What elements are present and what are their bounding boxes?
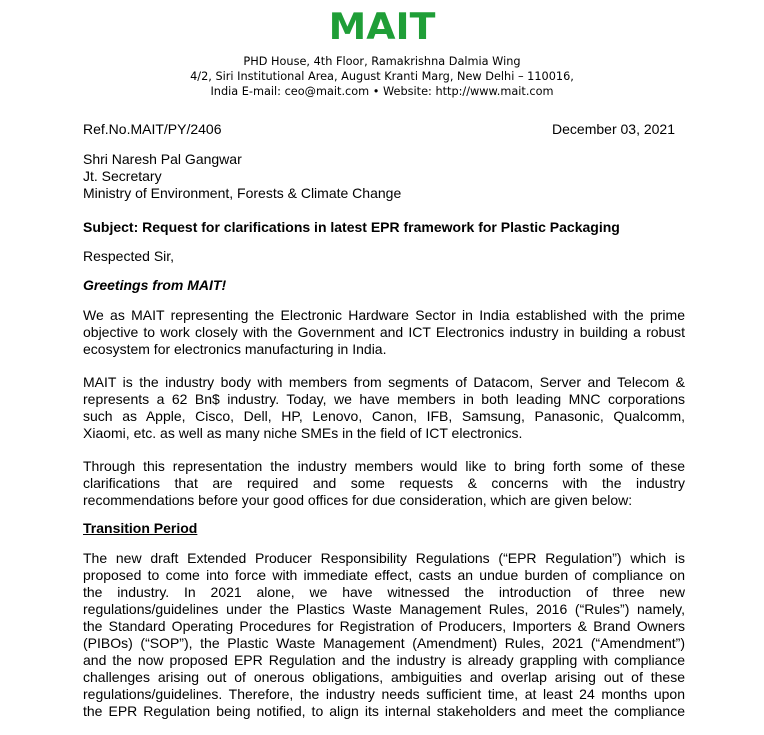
- paragraph-line: challenges arising out of onerous obligations, ambiguities and overlap arising out of these: [83, 669, 685, 685]
- paragraph-line: MAIT is the industry body with members from segments of Datacom, Server and Telecom &: [83, 374, 685, 390]
- mait-logo: MAIT: [328, 6, 436, 49]
- paragraph-line: the EPR Regulation being notified, to align its internal stakeholders and meet the compliance: [83, 703, 685, 719]
- section-heading-transition-period: Transition Period: [83, 520, 198, 536]
- paragraph-line: represents a 62 Bn$ industry. Today, we have members in both leading MNC corporations: [83, 391, 685, 407]
- paragraph-line: Through this representation the industry members would like to bring forth some of these: [83, 458, 685, 474]
- greeting: Greetings from MAIT!: [83, 277, 227, 293]
- paragraph-line: objective to work closely with the Government and ICT Electronics industry in building a robust: [83, 324, 685, 340]
- subject-line: Subject: Request for clarifications in latest EPR framework for Plastic Packaging: [83, 219, 620, 235]
- recipient-title: Jt. Secretary: [83, 168, 162, 184]
- paragraph-transition: [83, 550, 685, 720]
- paragraph-intro: [83, 307, 685, 358]
- paragraph-representation: [83, 458, 685, 509]
- reference-number: Ref.No.MAIT/PY/2406: [83, 121, 222, 137]
- paragraph-line: proposed to come into force with immediate effect, casts an undue burden of compliance on: [83, 567, 685, 583]
- paragraph-line: regulations/guidelines. Therefore, the industry needs sufficient time, at least 24 months upon: [83, 686, 685, 702]
- paragraph-line: We as MAIT representing the Electronic Hardware Sector in India established with the prime: [83, 307, 685, 323]
- paragraph-line: the industry. In 2021 alone, we have witnessed the introduction of three new: [83, 584, 685, 600]
- paragraph-line: ecosystem for electronics manufacturing in India.: [83, 341, 387, 357]
- recipient-block: [83, 151, 401, 202]
- letterhead-address: [0, 54, 764, 99]
- paragraph-line: Xiaomi, etc. as well as many niche SMEs in the field of ICT electronics.: [83, 425, 523, 441]
- paragraph-line: recommendations before your good offices for due consideration, which are given below:: [83, 492, 633, 508]
- paragraph-line: (PIBOs) (“SOP”), the Plastic Waste Management (Amendment) Rules, 2021 (“Amendment”): [83, 635, 685, 651]
- salutation: Respected Sir,: [83, 248, 175, 264]
- letter-date: December 03, 2021: [552, 121, 675, 137]
- paragraph-line: the Standard Operating Procedures for Registration of Producers, Importers & Brand Owners: [83, 618, 685, 634]
- paragraph-line: such as Apple, Cisco, Dell, HP, Lenovo, Canon, IFB, Samsung, Panasonic, Qualcomm,: [83, 408, 685, 424]
- reference-row: [83, 121, 675, 138]
- contact-line: India E-mail: ceo@mait.com • Website: http://www.mait.com: [210, 85, 554, 98]
- paragraph-line: clarifications that are required and some requests & concerns with the industry: [83, 475, 685, 491]
- paragraph-line: The new draft Extended Producer Responsibility Regulations (“EPR Regulation”) which is: [83, 550, 685, 566]
- recipient-name: Shri Naresh Pal Gangwar: [83, 151, 242, 167]
- paragraph-members: [83, 374, 685, 442]
- paragraph-line: regulations/guidelines under the Plastics Waste Management Rules, 2016 (“Rules”) namely,: [83, 601, 685, 617]
- paragraph-line: and the now proposed EPR Regulation and the industry is already grappling with compliance: [83, 652, 685, 668]
- address-line: PHD House, 4th Floor, Ramakrishna Dalmia Wing: [243, 55, 521, 68]
- recipient-ministry: Ministry of Environment, Forests & Climate Change: [83, 185, 402, 201]
- address-line: 4/2, Siri Institutional Area, August Kranti Marg, New Delhi – 110016,: [190, 70, 574, 83]
